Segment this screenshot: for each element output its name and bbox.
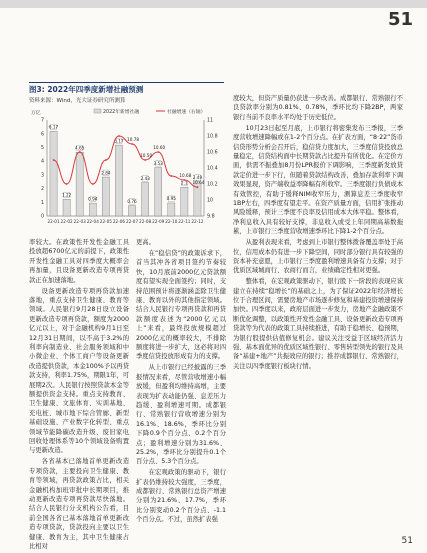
left-tick-label: 6 [40, 132, 44, 138]
line-value-label: 10.68 [179, 173, 192, 178]
right-tick-label: 10.8 [207, 134, 218, 140]
growth-point [197, 186, 199, 188]
bar [155, 168, 162, 216]
growth-point [79, 151, 81, 153]
category-label: 22-08 [139, 219, 152, 224]
left-tick-label: 1 [40, 200, 44, 206]
legend-label: 2022年新增社融 [103, 110, 140, 115]
left-tick-label: 7 [40, 118, 44, 124]
bar-value-label: 4.65 [75, 145, 85, 151]
category-label: 22-12 [191, 219, 204, 224]
category-label: 22-04 [86, 219, 99, 224]
paragraph: 10月23日起至月底，上市银行将密集发布三季报，三季度营收增速降幅或在1-2个百分点。在扩表方面，“8·22”货币信贷形势分析会召开后，稳信贷力度加大，三季度信贷投放总量稳定，信贷结构面中长期贷款占比提升有所优化。在定价方面，供需不振叠加8月份LPR报价下调影响，三季度新发放贷款定价进一步下行，但随着贷款结构改善，叠加存款利率下调效果显现，资产端收益率降幅有所收窄。三季度银行负债成本有效管控，有助于缓释NIM收窄压力，测算息差三季度收窄1BP左右，四季度有望走平。在资产质量方面，信用扩张推动风险缓释，预计三季度不良率及信用成本大体平稳。整体看，净利息收入具有较好支撑，非息收入或受上年同期高基数拖累，上市银行三季度营收增速季环比下降1-2个百分点。 [233, 124, 404, 236]
figure [29, 82, 224, 232]
page-number-top: 51 [387, 9, 413, 30]
paragraph: 整体看，在宏观政策驱动下，银行股下一阶段的表现应该建立在持续“稳增长”的基础之上，为了保证2022年经济增长位于合理区间，需要房地产市场逐步修复和基建投资增速保持加快。四季度以来，政府层面进一步发力，房地产金融政策不断优化调整，以政策性开发性金融工具、设备更新改造专项再贷款等为代表的政策工具持续推进，有助于稳增长、稳预期，为银行股提供估值修复机会。建议关注受益于区域经济活力强、基本面优异的优质区域性银行、零售转型领先的银行及具备“基建+地产”共振效应的银行；推荐成都银行、常熟银行，关注以四季度银行板块行情。 [233, 278, 404, 370]
bar [50, 131, 57, 216]
right-tick-label: 10 [207, 198, 214, 204]
left-tick-label: 3 [40, 173, 44, 179]
category-label: 22-07 [125, 219, 139, 224]
bar-value-label: 0.95 [166, 196, 176, 202]
bar-value-label: 2.43 [140, 175, 150, 181]
paragraph: 度较大，但资产质量仍获进一步改善。成都银行、常熟银行不良贷款率分别为0.81%、0.78%，季环比均下降2BP，两家银行当前不良率水平均处于历史低位。 [233, 95, 404, 121]
paragraph: 设备更新改造专项再贷款加速落地，重点支持卫生健康、教育等领域。人民银行9月28日设立设备更新改造专项再贷款，额度为2000亿元以上，对于金融机构9月1日至12月31日期间，以不高于3.2%的利率向制造业、社会服务领域和中小微企业、个体工商户等设备更新改造提供贷款，本金100%予以再贷款支持，利率1.75%，期限1年，可展期2次。人民银行按照贷款本金等额提供资金支持。重点支持教育、卫生健康、文旅体育、实训基地、充电桩、城市地下综合管廊、新型基础设施、产业数字化转型、重点领域节能降碳改造升级、废旧家电回收处理体系等10个领域设备购置与更新改造。 [29, 287, 129, 455]
legend-label: 社融增速（右轴） [167, 110, 206, 115]
category-label: 22-09 [152, 219, 165, 224]
chart [29, 106, 224, 232]
bar [128, 206, 135, 216]
text-column-3 [233, 94, 403, 373]
left-tick-label: 2 [40, 187, 44, 193]
paragraph: 率较大。在政策性开发性金融工具投放超6700亿元的前提下，政策性开发性金融工具对四季度大概率会再加量，且设备更新改造专项再贷款正在加速落地。 [29, 239, 129, 284]
text-column-1 [29, 238, 129, 553]
bar-value-label: 0.76 [127, 198, 137, 204]
right-tick-label: 10.2 [207, 182, 218, 188]
bar-value-label: 2.49 [192, 175, 203, 181]
figure-source: 资料来源：Wind，光大证券研究所测算 [29, 98, 126, 104]
page-number-bottom: 51 [401, 536, 413, 546]
legend-bar-swatch [94, 109, 101, 113]
growth-point [53, 159, 55, 161]
right-tick-label: 11 [207, 118, 214, 124]
category-label: 22-05 [99, 219, 112, 224]
paragraph: 在“稳信贷”的政策诉求下，首当其冲各省项目签约节奏较快，10月底前2000亿元贷款额度有望实现全面签约；同时，支持范围预计将逐渐涵盖除卫生健康、教育以外的其他指定领域。结合人民银行专项再贷款和再贷款额度表述为“2000亿元以上”来看，最终投放规模超过2000亿元的概率较大，不排除额度将进一步扩大，这必将对四季度信贷投放形成有力的支撑。 [136, 249, 226, 361]
left-tick-label: 5 [40, 146, 44, 152]
bar [168, 203, 175, 216]
figure-title: 图3: 2022年四季度新增社融预测 [29, 82, 224, 96]
growth-point [183, 179, 185, 181]
bar [63, 199, 70, 216]
category-label: 22-01 [47, 219, 60, 224]
line-value-label: 10.64 [192, 180, 205, 186]
paragraph: 从上市银行已经披露的三季报情况来看，尽管营收增速小幅放缓，但盈利均维持高增，主要表现为扩表动能仍强、息差压力趋缓、盈利增速可期。成都银行、常熟银行营收增速分别为16.1%、18.6%，季环比分别下降0.9个百分点、0.2个百分点；盈利增速分别为31.6%、25.2%，季环比分别提升0.1个百分点、5.3个百分点。 [136, 364, 226, 466]
category-label: 22-10 [165, 219, 178, 224]
left-tick-label: 4 [40, 159, 44, 165]
paragraph: 从盈利表现来看，考虑到上市银行整体拨备覆盖率处于高位，信用成本仍有进一步下降空间，同时部分银行具有较强的资本补充意愿，上市银行三季度盈利增速具备有力支撑；对于优质区域城商行、农商行而言，业绩确定性相对更强。 [233, 239, 404, 275]
right-tick-label: 9.8 [207, 214, 215, 220]
category-label: 22-03 [73, 219, 86, 224]
bar [76, 152, 83, 216]
bar [102, 177, 109, 216]
line-value-label: 10.60 [153, 145, 166, 150]
growth-point [92, 183, 94, 185]
growth-point [118, 135, 120, 137]
right-tick-label: 10.4 [207, 166, 218, 172]
bar-value-label: 2.1 [181, 180, 188, 186]
bar [115, 145, 122, 216]
growth-line [54, 136, 198, 187]
bar [142, 183, 149, 216]
category-label: 22-02 [60, 219, 73, 224]
top-bar [0, 0, 427, 8]
bar-value-label: 6.17 [48, 124, 59, 130]
growth-point [170, 175, 172, 177]
bar-value-label: 0.94 [88, 196, 98, 202]
paragraph: 在宏观政策的驱动下，银行扩表仍维持较大强度，三季度，成都银行、常熟银行总资产增速分别为21.6%、17.7%，季环比分别变动0.2个百分点、-1.1个百分点。不过，虽然扩表强 [136, 469, 226, 524]
paragraph: 各省基本已落地首单更新改造专项贷款，主要投向卫生健康、教育等领域，再贷款政策占比，相关金融机构加班审批中长期项目，推动更新改造专项再贷款尽快落地。结合人民银行分支机构公告看，目前全国各省已基本落地首单更新改造专项贷款，贷款投向主要以卫生健康、教育为主，其中卫生健康占比相对 [29, 458, 129, 550]
paragraph: 更高。 [136, 239, 155, 246]
growth-point [66, 183, 68, 185]
left-axis-unit: 万亿 [31, 111, 41, 116]
bar-value-label: 3.53 [153, 160, 163, 166]
text-column-2 [136, 238, 226, 526]
category-label: 22-11 [178, 219, 191, 224]
line-value-label: 10.78 [127, 137, 140, 142]
bar-value-label: 2.84 [101, 170, 111, 176]
bar-value-label: 1.22 [61, 192, 72, 198]
growth-point [131, 143, 133, 145]
growth-point [157, 151, 159, 153]
left-tick-label: 0 [40, 214, 44, 220]
bar-value-label: 5.17 [114, 138, 124, 144]
right-tick-label: 10.6 [207, 150, 218, 156]
bar [181, 187, 188, 216]
category-label: 22-06 [112, 219, 126, 224]
growth-point [105, 159, 107, 161]
bar [89, 203, 96, 216]
growth-point [144, 159, 146, 161]
line-value-label: 10.50 [140, 153, 153, 158]
